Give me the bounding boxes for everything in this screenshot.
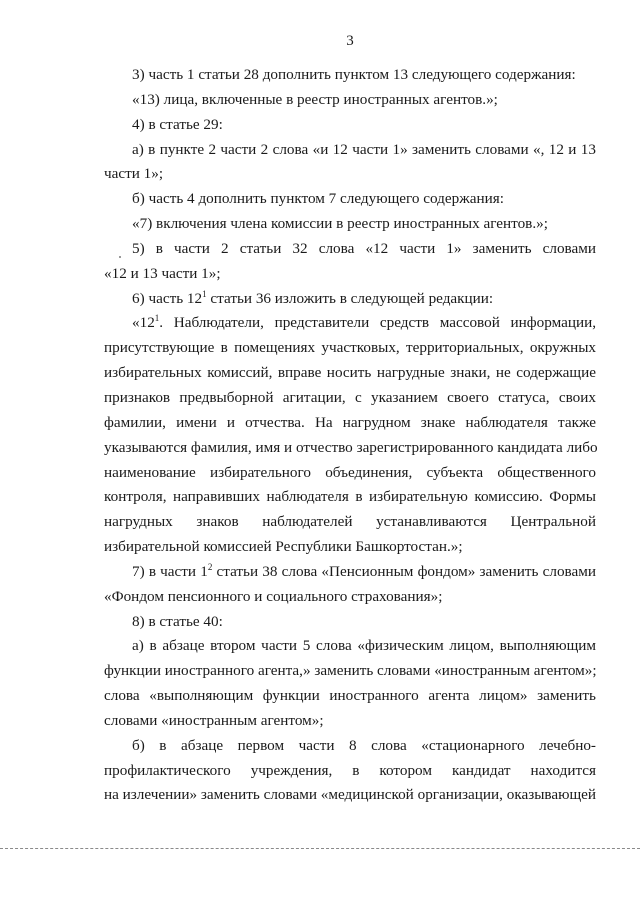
paragraph-line: а) в пункте 2 части 2 слова «и 12 части 1» заменить словами «, 12 и 13 [132, 140, 596, 158]
paragraph-line: 7) в части $1^2$ статьи 38 слова «Пенсионным фондом» заменить словами [132, 561, 596, 580]
paragraph-line: указываются фамилия, имя и отчество зарегистрированного кандидата либо [104, 438, 598, 456]
document-body [104, 63, 596, 808]
paragraph-line: фамилии, имени и отчества. На нагрудном знаке наблюдателя также [104, 413, 596, 431]
paragraph-line: словами «иностранным агентом»; [104, 711, 324, 729]
paragraph-line: на излечении» заменить словами «медицинской организации, оказывающей [104, 786, 597, 804]
paragraph-line: признаков предвыборной агитации, с указанием своего статуса, своих [104, 388, 596, 406]
paragraph-line: «13) лица, включенные в реестр иностранных агентов.»; [132, 90, 498, 108]
paragraph-line: нагрудных знаков наблюдателей устанавливаются Центральной [104, 513, 596, 531]
paragraph-line: «$12^1$. Наблюдатели, представители средств массовой информации, [132, 313, 596, 332]
paragraph-line: а) в абзаце втором части 5 слова «физическим лицом, выполняющим [132, 637, 596, 655]
paragraph-line: 5) в части 2 статьи 32 слова «12 части 1» заменить словами [132, 239, 596, 257]
paragraph-line: 4) в статье 29: [132, 115, 223, 133]
paragraph-line: б) часть 4 дополнить пунктом 7 следующего содержания: [132, 190, 504, 208]
paragraph-line: 3) часть 1 статьи 28 дополнить пунктом 13 следующего содержания: [132, 66, 576, 83]
paragraph-line: профилактического учреждения, в котором кандидат находится [104, 761, 596, 779]
paragraph-line: присутствующие в помещениях участковых, территориальных, окружных [104, 339, 596, 357]
paragraph-line: «7) включения члена комиссии в реестр иностранных агентов.»; [132, 215, 548, 233]
paragraph-line: наименование избирательного объединения, субъекта общественного [104, 463, 596, 481]
page-number: 3 [346, 33, 354, 49]
paragraph-line: части 1»; [104, 165, 164, 183]
paragraph-line: 6) часть $12^1$ статьи 36 изложить в следующей редакции: [132, 288, 494, 307]
paragraph-line: б) в абзаце первом части 8 слова «стационарного лечебно- [132, 736, 596, 754]
paragraph-line: слова «выполняющим функции иностранного агента лицом» заменить [104, 687, 596, 705]
paragraph-line: функции иностранного агента,» заменить словами «иностранным агентом»; [104, 662, 597, 680]
paragraph-line: «Фондом пенсионного и социального страхования»; [104, 587, 443, 605]
paragraph-line: избирательной комиссией Республики Башкортостан.»; [104, 538, 463, 556]
paragraph-line: контроля, направивших наблюдателя в избирательную комиссию. Формы [104, 488, 596, 506]
paragraph-line: 8) в статье 40: [132, 612, 223, 630]
scan-speck [119, 256, 121, 258]
paragraph-line: «12 и 13 части 1»; [104, 264, 221, 282]
page-bottom-divider [0, 848, 640, 849]
paragraph-line: избирательных комиссий, вправе носить нагрудные знаки, не содержащие [104, 364, 596, 382]
